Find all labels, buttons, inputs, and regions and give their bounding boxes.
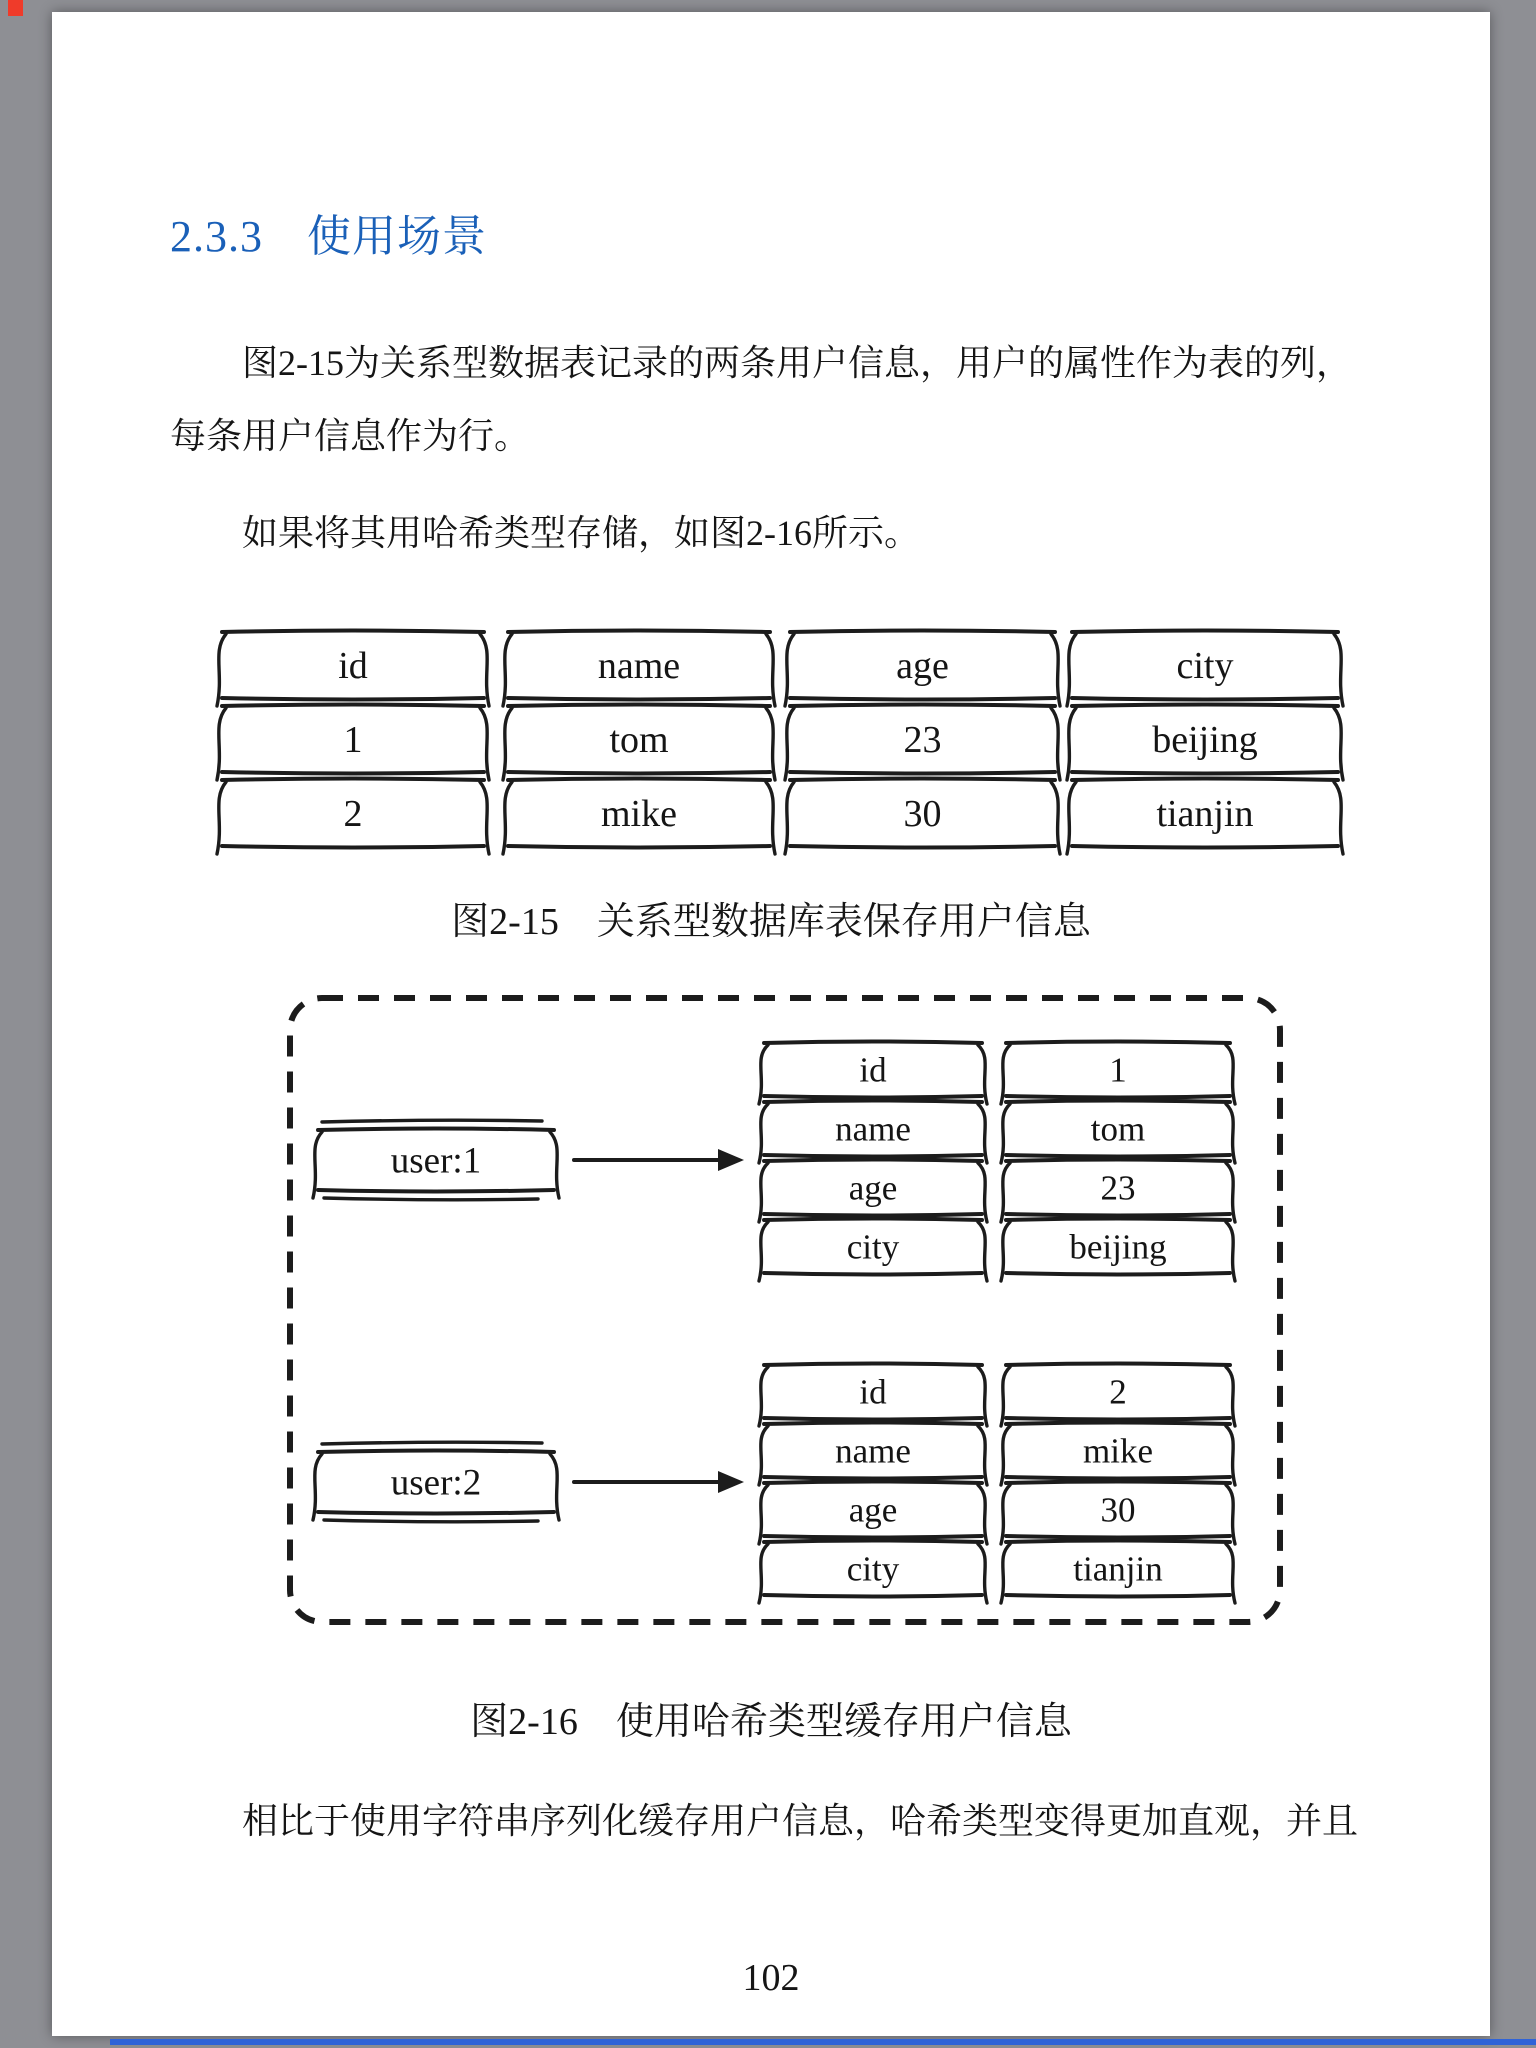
figure-2-15-relational-table xyxy=(204,626,1354,858)
hand-drawn-stroke xyxy=(764,1536,982,1538)
hand-drawn-stroke xyxy=(1051,708,1060,780)
hand-drawn-stroke xyxy=(480,634,489,706)
hand-drawn-stroke xyxy=(1067,708,1076,780)
text-line: 如果将其用哈希类型存储，如图2-16所示。 xyxy=(242,513,920,553)
table-header-cell: city xyxy=(1176,644,1234,687)
hand-drawn-stroke xyxy=(1072,631,1338,633)
hand-drawn-stroke xyxy=(318,1190,554,1192)
hash-value-cell: beijing xyxy=(1069,1227,1167,1267)
page-number: 102 xyxy=(742,1957,800,1999)
table-cell: tom xyxy=(609,718,669,761)
hash-value-cell: 23 xyxy=(1100,1168,1136,1208)
hand-drawn-stroke xyxy=(1072,846,1338,848)
text-line: 相比于使用字符串序列化缓存用户信息，哈希类型变得更加直观，并且 xyxy=(242,1801,1359,1841)
hand-drawn-stroke xyxy=(1006,1541,1230,1543)
hand-drawn-stroke xyxy=(764,1595,982,1597)
hand-drawn-stroke xyxy=(1006,1482,1230,1484)
hand-drawn-stroke xyxy=(503,782,512,854)
hand-drawn-stroke xyxy=(222,705,484,707)
hand-drawn-stroke xyxy=(1051,782,1060,854)
hand-drawn-stroke xyxy=(1006,1418,1230,1420)
hash-value-cell: tom xyxy=(1090,1109,1146,1149)
hand-drawn-stroke xyxy=(764,1477,982,1479)
reader-progress-blue-bar[interactable] xyxy=(110,2039,1536,2045)
hand-drawn-stroke xyxy=(222,779,484,781)
hand-drawn-stroke xyxy=(503,634,512,706)
hand-drawn-stroke xyxy=(764,1219,982,1221)
table-header-cell: name xyxy=(597,644,681,687)
hand-drawn-stroke xyxy=(508,779,770,781)
hash-value-cell: 30 xyxy=(1100,1490,1136,1530)
table-cell: beijing xyxy=(1152,718,1258,761)
hash-field-cell: city xyxy=(846,1549,900,1589)
hand-drawn-stroke xyxy=(764,1160,982,1162)
hand-drawn-stroke xyxy=(785,782,794,854)
reader-progress-red-marker xyxy=(8,0,23,16)
hash-field-cell: age xyxy=(848,1490,898,1530)
hand-drawn-stroke xyxy=(764,1482,982,1484)
hand-drawn-stroke xyxy=(764,1042,982,1044)
hand-drawn-stroke xyxy=(322,1120,542,1122)
hand-drawn-stroke xyxy=(764,1364,982,1366)
hand-drawn-stroke xyxy=(1072,779,1338,781)
hash-field-cell: id xyxy=(859,1050,887,1090)
table-cell: mike xyxy=(601,792,677,835)
figure-2-16-hash-diagram xyxy=(282,990,1294,1642)
section-number: 2.3.3 xyxy=(170,212,263,261)
hand-drawn-stroke xyxy=(1072,698,1338,700)
hand-drawn-stroke xyxy=(222,846,484,848)
hash-value-cell: mike xyxy=(1083,1431,1153,1471)
section-heading xyxy=(170,200,487,264)
hand-drawn-stroke xyxy=(790,779,1055,781)
hand-drawn-stroke xyxy=(480,708,489,780)
hand-drawn-stroke xyxy=(764,1418,982,1420)
paragraph-1 xyxy=(170,327,1384,473)
hash-field-cell: name xyxy=(835,1431,911,1471)
arrow-head xyxy=(718,1149,744,1171)
hash-value-cell: 1 xyxy=(1109,1050,1127,1090)
hand-drawn-stroke xyxy=(217,708,226,780)
hand-drawn-stroke xyxy=(503,708,512,780)
hand-drawn-stroke xyxy=(1006,1219,1230,1221)
paragraph-2 xyxy=(170,497,1384,570)
figure-2-16-caption: 图2-16 使用哈希类型缓存用户信息 xyxy=(470,1701,1072,1743)
hand-drawn-stroke xyxy=(1006,1477,1230,1479)
hand-drawn-stroke xyxy=(1334,782,1343,854)
hand-drawn-stroke xyxy=(1006,1595,1230,1597)
hand-drawn-stroke xyxy=(785,634,794,706)
hash-value-cell: tianjin xyxy=(1073,1549,1163,1589)
hand-drawn-stroke xyxy=(1006,1160,1230,1162)
hand-drawn-stroke xyxy=(790,705,1055,707)
hand-drawn-stroke xyxy=(1006,1042,1230,1044)
hand-drawn-stroke xyxy=(790,631,1055,633)
hand-drawn-stroke xyxy=(764,1096,982,1098)
hand-drawn-stroke xyxy=(508,698,770,700)
hand-drawn-stroke xyxy=(1006,1214,1230,1216)
hand-drawn-stroke xyxy=(222,772,484,774)
key-box-label: user:2 xyxy=(390,1462,482,1504)
hand-drawn-stroke xyxy=(1334,634,1343,706)
hand-drawn-stroke xyxy=(1006,1096,1230,1098)
hand-drawn-stroke xyxy=(508,705,770,707)
hand-drawn-stroke xyxy=(217,634,226,706)
hash-value-cell: 2 xyxy=(1109,1372,1127,1412)
hash-field-cell: city xyxy=(846,1227,900,1267)
table-cell: 1 xyxy=(343,718,363,761)
hand-drawn-stroke xyxy=(764,1423,982,1425)
table-cell: 2 xyxy=(343,792,363,835)
hand-drawn-stroke xyxy=(1067,634,1076,706)
hand-drawn-stroke xyxy=(1067,782,1076,854)
table-cell: tianjin xyxy=(1156,792,1254,835)
hand-drawn-stroke xyxy=(764,1155,982,1157)
hand-drawn-stroke xyxy=(324,1198,538,1200)
hand-drawn-stroke xyxy=(1006,1273,1230,1275)
table-cell: 30 xyxy=(903,792,942,835)
paragraph-3 xyxy=(170,1785,1384,1858)
hand-drawn-stroke xyxy=(222,698,484,700)
hand-drawn-stroke xyxy=(790,698,1055,700)
hand-drawn-stroke xyxy=(222,631,484,633)
hand-drawn-stroke xyxy=(785,708,794,780)
hand-drawn-stroke xyxy=(1006,1101,1230,1103)
hand-drawn-stroke xyxy=(318,1129,554,1131)
arrow-head xyxy=(718,1471,744,1493)
hand-drawn-stroke xyxy=(480,782,489,854)
hand-drawn-stroke xyxy=(322,1442,542,1444)
hand-drawn-stroke xyxy=(318,1451,554,1453)
hand-drawn-stroke xyxy=(766,634,775,706)
hand-drawn-stroke xyxy=(790,846,1055,848)
book-page xyxy=(52,12,1490,2036)
hand-drawn-stroke xyxy=(1072,772,1338,774)
hand-drawn-stroke xyxy=(1051,634,1060,706)
hash-field-cell: name xyxy=(835,1109,911,1149)
hand-drawn-stroke xyxy=(1072,705,1338,707)
hand-drawn-stroke xyxy=(508,846,770,848)
section-title: 使用场景 xyxy=(307,212,487,261)
hand-drawn-stroke xyxy=(217,782,226,854)
hand-drawn-stroke xyxy=(764,1541,982,1543)
figure-2-15-caption: 图2-15 关系型数据库表保存用户信息 xyxy=(451,901,1091,943)
text-line: 每条用户信息作为行。 xyxy=(170,416,531,456)
hand-drawn-stroke xyxy=(790,772,1055,774)
hash-field-cell: id xyxy=(859,1372,887,1412)
hand-drawn-stroke xyxy=(508,631,770,633)
hand-drawn-stroke xyxy=(508,772,770,774)
hand-drawn-stroke xyxy=(1334,708,1343,780)
hand-drawn-stroke xyxy=(1006,1155,1230,1157)
hand-drawn-stroke xyxy=(318,1512,554,1514)
hand-drawn-stroke xyxy=(1006,1423,1230,1425)
key-box-label: user:1 xyxy=(390,1140,482,1182)
hash-field-cell: age xyxy=(848,1168,898,1208)
hand-drawn-stroke xyxy=(1006,1364,1230,1366)
hand-drawn-stroke xyxy=(766,782,775,854)
table-header-cell: id xyxy=(338,644,368,687)
text-line: 图2-15为关系型数据表记录的两条用户信息，用户的属性作为表的列， xyxy=(242,343,1352,383)
table-header-cell: age xyxy=(896,644,949,687)
hand-drawn-stroke xyxy=(764,1273,982,1275)
hand-drawn-stroke xyxy=(764,1214,982,1216)
hand-drawn-stroke xyxy=(764,1101,982,1103)
hand-drawn-stroke xyxy=(1006,1536,1230,1538)
hand-drawn-stroke xyxy=(324,1520,538,1522)
table-cell: 23 xyxy=(903,718,942,761)
hand-drawn-stroke xyxy=(766,708,775,780)
